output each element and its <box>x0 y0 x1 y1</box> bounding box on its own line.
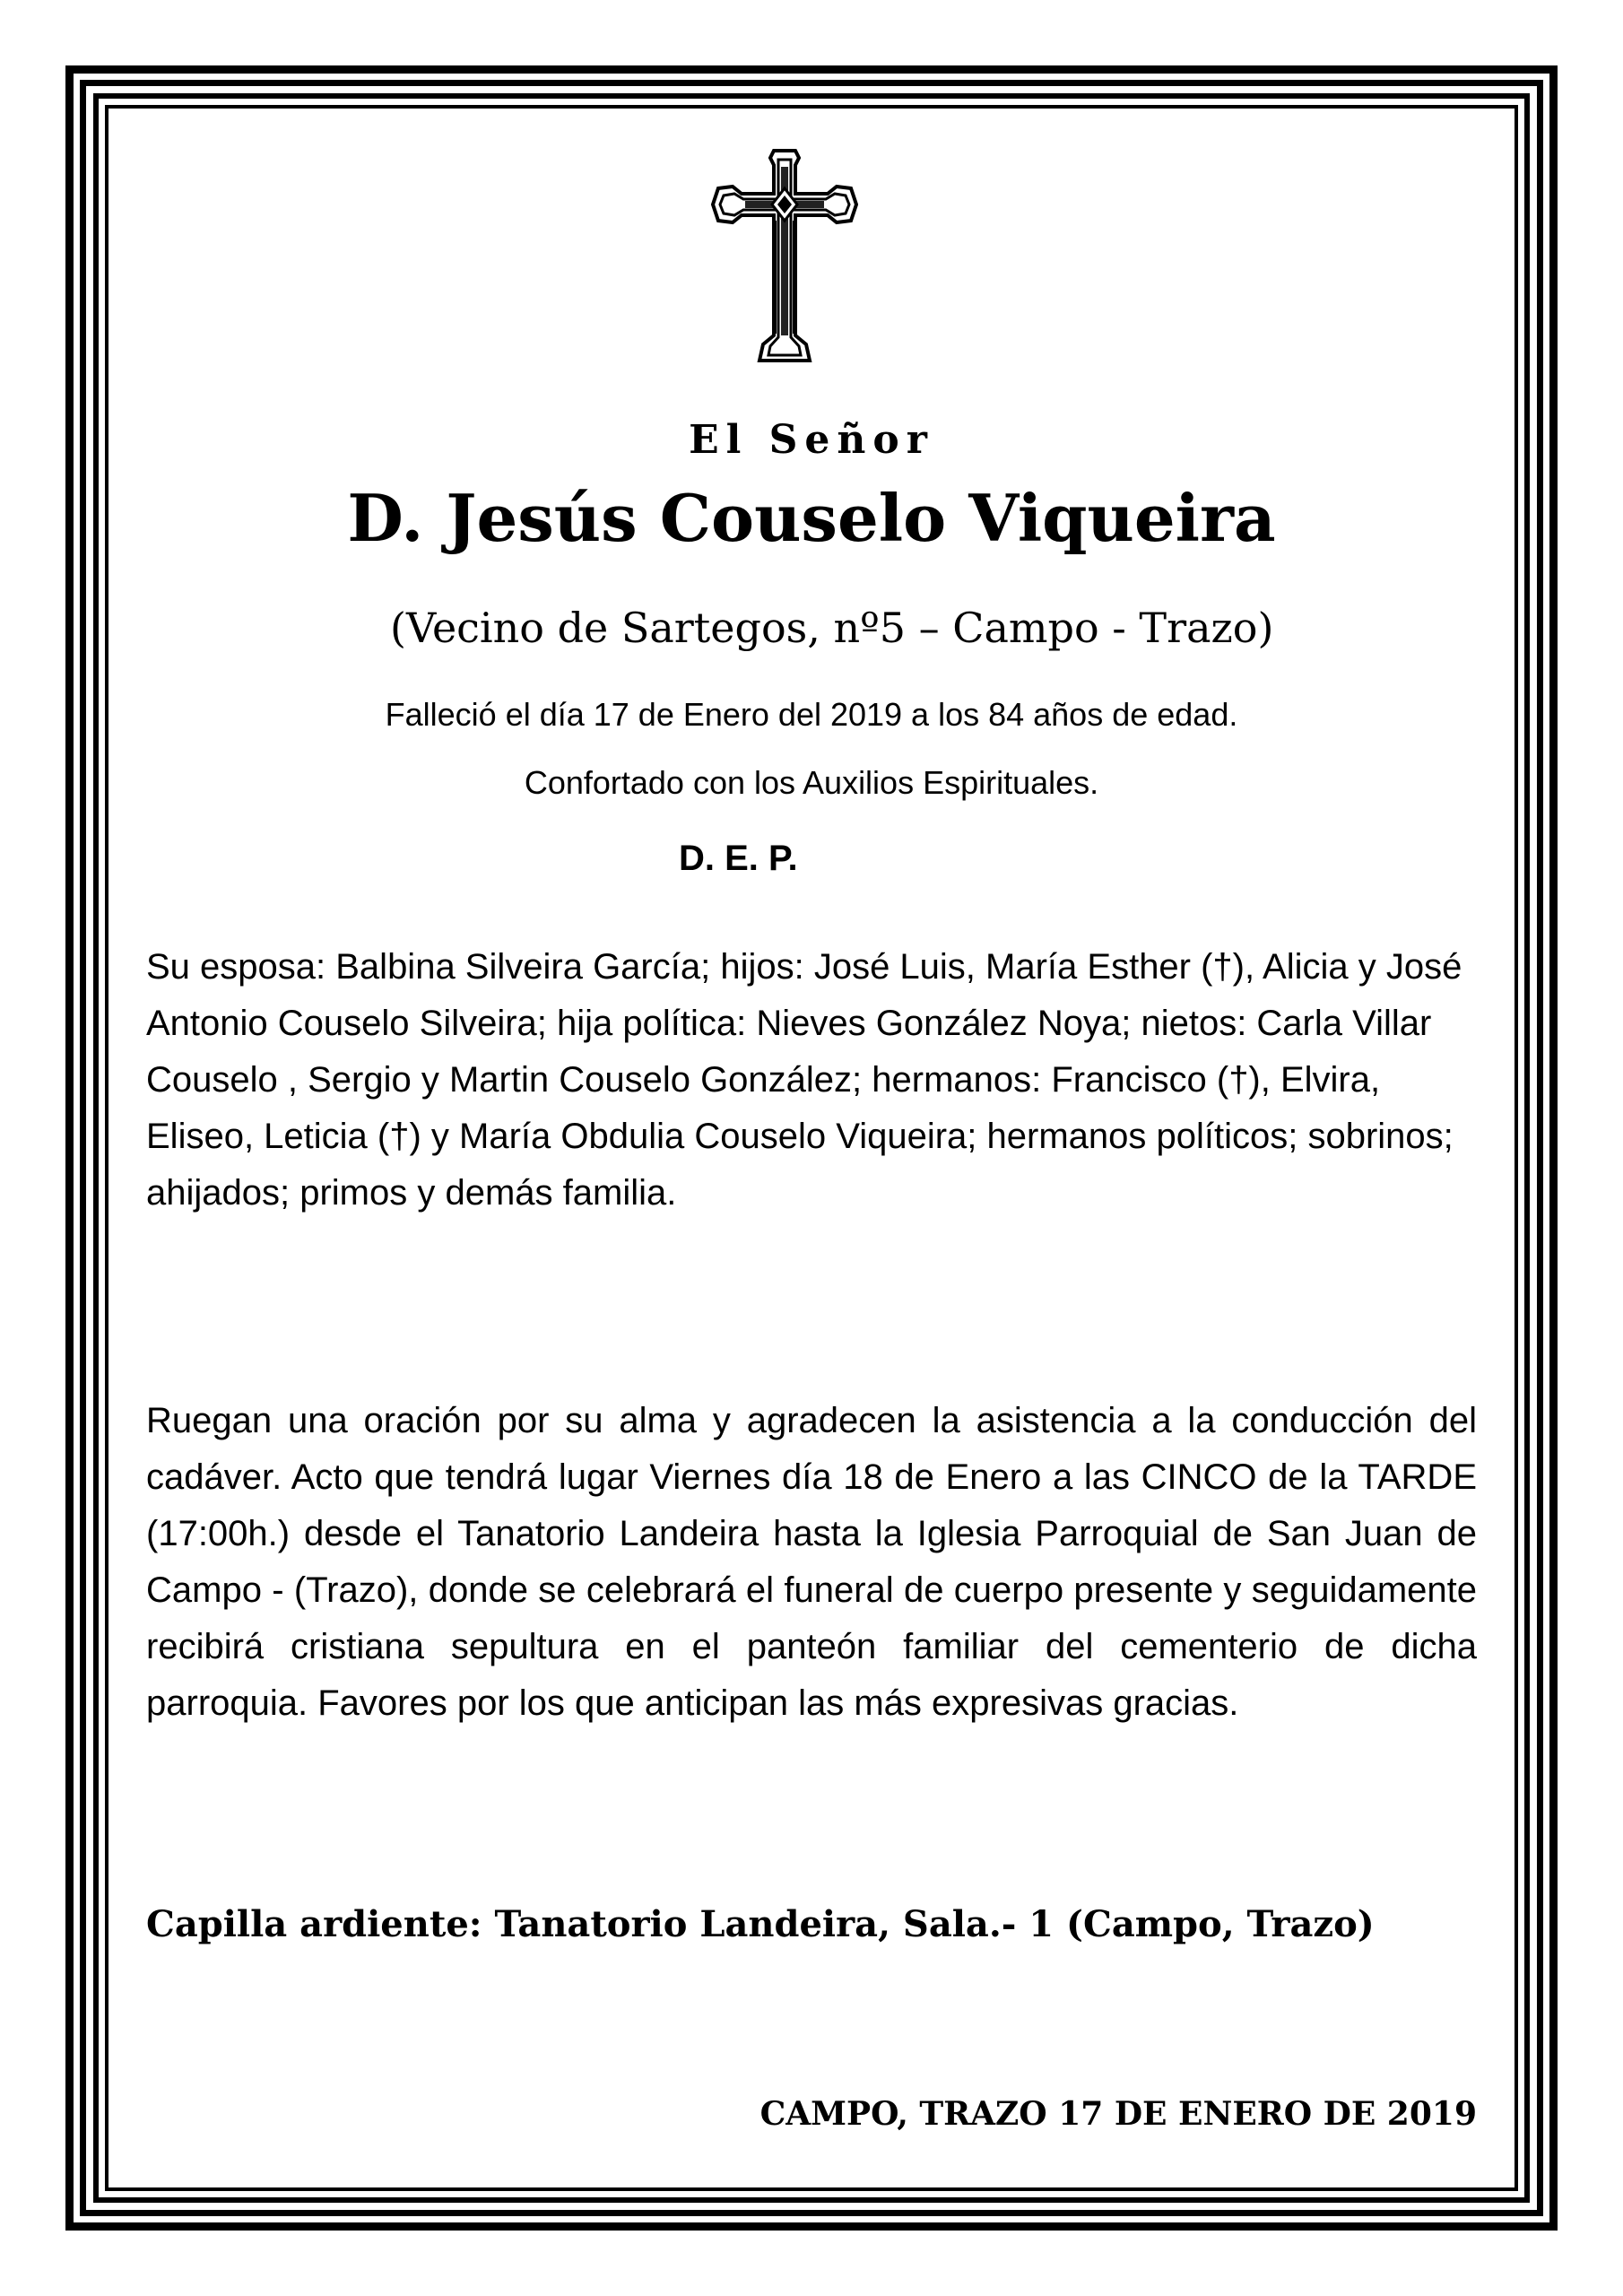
rip-abbreviation: D. E. P. <box>679 839 798 878</box>
deceased-name: D. Jesús Couselo Viqueira <box>347 480 1276 556</box>
prayer-paragraph: Ruegan una oración por su alma y agradecen la asistencia a la conducción del cadáver. Acto que tendrá lugar Viernes día 18 de Enero a las CINCO de la TARDE (17:00h.) desde el Tanatorio Landeira hasta la Iglesia Parroquial de San Juan de Campo - (Trazo), donde se celebrará el funeral de cuerpo presente y seguidamente recibirá cristiana sepultura en el panteón familiar del cementerio de dicha parroquia. Favores por los que anticipan las más expresivas gracias. <box>146 1401 1477 1723</box>
place-date: CAMPO, TRAZO 17 DE ENERO DE 2019 <box>759 2095 1477 2133</box>
death-notice: Falleció el día 17 de Enero del 2019 a los 84 años de edad. <box>385 696 1238 733</box>
comfort-line: Confortado con los Auxilios Espirituales. <box>524 764 1099 801</box>
residence: (Vecino de Sartegos, nº5 – Campo - Trazo) <box>390 604 1274 652</box>
cross-icon <box>711 149 858 362</box>
chapel-info: Capilla ardiente: Tanatorio Landeira, Sala.- 1 (Campo, Trazo) <box>146 1903 1375 1945</box>
honorific: El Señor <box>689 417 934 463</box>
family-paragraph: Su esposa: Balbina Silveira García; hijos: José Luis, María Esther (†), Alicia y José Antonio Couselo Silveira; hija política: Nieves González Noya; nietos: Carla Villar Couselo , Sergio y Martin Couselo González; hermanos: Francisco (†), Elvira, Eliseo, Leticia (†) y María Obdulia Couselo Viqueira; hermanos políticos; sobrinos; ahijados; primos y demás familia. <box>146 947 1462 1213</box>
